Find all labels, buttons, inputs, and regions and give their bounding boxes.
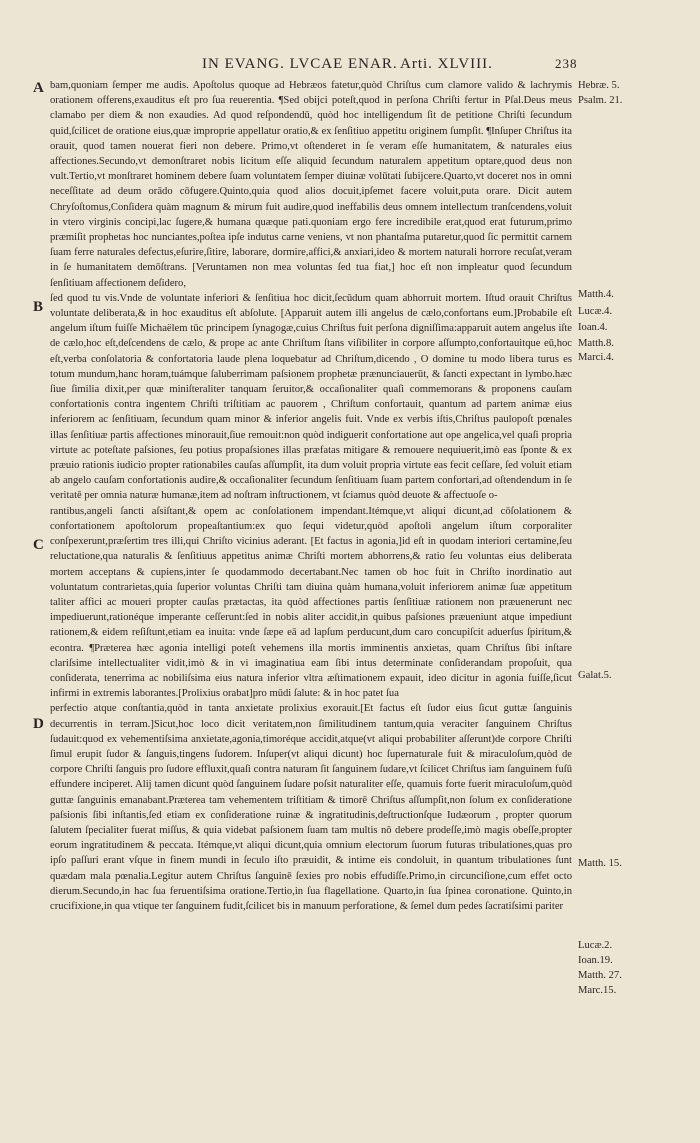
margin-note: Matth.4.: [578, 289, 614, 300]
margin-note: Matth. 27.: [578, 970, 622, 981]
margin-note: Ioan.19.: [578, 955, 613, 966]
section-letter-c: C: [33, 537, 44, 553]
section-letter-a: A: [33, 80, 44, 96]
paragraph-b: ſed quod tu vis.Vnde de voluntate inferiori & ſenſitiua hoc dicit,ſecūdum quam abhorruit mortem. Iſtud orauit Chriſtus voluntate deliberata,& in hoc exauditus eſt abſolute. [Apparuit autem illi angelus de cælo,confortans eum.]Probabile eſt angelum iſtum fuiſſe Michaëlem tūc principem ſynagogæ,cuius Chriſtus fuit perſona digniſſima:apparuit autem angelus iſte de cælo,hoc eſt,deſcendens de cælo, & prope ac ante Chriſtum ſtans viſibiliter in corpore aſſumpto,confortauitque eū,hoc eſt,verba conſolatoria & confortatoria laude plena loquebatur ad Chriſtum,dicendo , O domine tu modo libera turus es totum mundum,hanc horam,tuámque ſaluberrimam paſsionem prophetæ prænunciauerūt, & ſancti expectant in lymbo.hæc ſiue ſimilia dixit,per quæ miniſteraliter tanquam ſeruitor,& occaſionaliter quaſi commemorans & proponens cauſam confortationis contra ingentem Chriſti triſtitiam ac pauorem , Chriſtum confortauit, quantum ad partem animæ eius inferiorem ac ſenſitiuam, ſecundum quam minor & inferior angelis fuit. Vnde ex verbis iſtis,Chriſtus paulopoſt pœnales illas ſenſitiuæ partis affectiones minorauit,ſiue remouit:non quòd indiguerit confortatione aut ope angelica,vel quaſi propria virtute ac poteſtate paſsiones, ſeu potius propaſsiones illas præfatas mitigare & remouere nequiuerit,imò eas ſponte & ex præuio rationis iudicio propter rationabiles cauſas aſſumpſit, ita dum voluit propria virtute eas fecit ceſſare, ſed voluit etiam ab angelo cauſam confortationis audire,& occaſionaliter ſecundum ſenſitiuam ſuam partem confortari,ad oſtendendum in ſe veritatē per omnia naturæ humanæ,item ad noſtram inſtructionem, vt ſciamus quòd deuote & affectuoſe o-: [50, 292, 572, 502]
margin-note: Lucæ.2.: [578, 940, 613, 951]
margin-note: Galat.5.: [578, 670, 612, 681]
margin-note: Ioan.4.: [578, 322, 608, 333]
section-letter-b: B: [33, 299, 44, 315]
margin-note: Psalm. 21.: [578, 95, 623, 106]
margin-note: Lucæ.4.: [578, 306, 613, 317]
margin-note: Matth.8.: [578, 338, 614, 349]
commentary-text: [50, 78, 572, 914]
margin-note: Matth. 15.: [578, 858, 622, 869]
section-letter-d: D: [33, 716, 44, 732]
margin-note: Hebræ. 5.: [578, 80, 620, 91]
margin-note: Marci.4.: [578, 352, 614, 363]
running-title: IN EVANG. LVCAE ENAR.: [202, 56, 398, 72]
article-number: Arti. XLVIII.: [400, 56, 493, 72]
paragraph-a: bam,quoniam ſemper me audis. Apoſtolus quoque ad Hebræos fatetur,quòd Chriſtus cum clamore valido & lachrymis orationem offerens,exauditus eſt pro ſua reuerentia. ¶Sed obijci poteſt,quod in perſona Chriſti fertur in Pſal.Deus meus clamabo per diem & non exaudies. Ad quod reſpondendū, quòd hoc intelligendum ſit de petitione Chriſti ſecundum quid,ſcilicet de oratione eius,quæ improprie appellatur oratio,& ex ſenſitiuo appetitu originem ſumpſit. ¶Inſuper Chriſtus ita orauit, quod tamen nouerat fieri non debere. Primo,vt oſtenderet in ſe veram eſſe humanitatem, & naturales eius affectiones.Secundo,vt demonſtraret nobis licitum eſſe aliquid ſecundum naturalem appetitum optare,quod deus non vult.Tertio,vt monſtraret hominem debere ſuam voluntatem ſemper diuinæ volūtati ſubijcere.Quarto,vt doceret nos in omni neceſſitate ad deum orādo cōfugere.Quinto,quia quod alios docuit,ipſemet facere voluit,puta orare. Dicit autem Chryſoſtomus,Conſidera quàm magnum & mirum fuit audire,quod ineffabilis deus omnem intellectum tranſcendens,voluit in vtero virginis concipi,lac ſugere,& humana quæque pati.quoniam ergo fere incredibile erat,quod erat futurum,primo præmiſit prophetas hoc nunciantes,poſtea ipſe indutus carne veniens, vt non phantaſma putaretur,quod ſic permittit carnem ſuam ferre naturales defectus,eſurire,ſitire, laborare, dormire,affici,& anxiari,ideo & mortem naturali horrore recuſat,veram in ſe humanitatem demōſtrans. [Veruntamen non mea voluntas ſed tua fiat,] hoc eſt non impleatur quod ſecundum ſenſitiuam affectionem deſidero,: [50, 80, 572, 289]
paragraph-d: perfectio atque conſtantia,quòd in tanta anxietate prolixius exorauit.[Et factus eſt ſudor eius ſicut guttæ ſanguinis decurrentis in terram.]Sicut,hoc loco dicit veritatem,non ſimilitudinem tantum,quia veraciter ſanguinem Chriſtus ſudauit:quod ex vehementiſsima anxietate,agonia,timoréque accidit,atque(vt aliqui probabiliter aſſerunt)de corpore Chriſti ſimul erupit ſudor & ſanguis,tingens ſudorem. Inſuper(vt aliqui dicunt) hoc ſupernaturale fuit & miraculoſum,quòd de corpore Chriſti ſanguis pro ſudore effluxit,quaſi contra naturam ſit ſanguinem ſudare,vt ſcilicet Chriſtus iam ſanguinem fuſū effundere inciperet. Alij tamen dicunt quòd ſanguinem ſudare poſsit naturaliter eſſe, quamuis forte fuerit miraculoſum,quòd guttæ ſanguinis emanabant.Præterea tam vehementem triſtitiam & timorē Chriſtus aſſumpſit,non ſolum ex conſideratione paſsionis ſibi inſtantis,ſed etiam ex conſideratione ruinæ & ingratitudinis,deſtructionſque Iudæorum , propter quorum ſalutem ſpecialiter fuerat miſſus, & quia videbat paſsionem ſuam tam multis nō debere prodeſſe,imò magis obeſſe,propter eorum ingratitudinem & peccata. Itémque,vt aliqui dicunt,quia omnium electorum ſuorum futuras tribulationes,quas pro ipſo paſſuri erant vſque in finem mundi in ſeculo iſto præuidit, & intime eis condoluit, in quantum tribulationes ſunt quædam mala pœnalia.Legitur autem Chriſtus ſanguinē ſexies pro nobis effudiſſe.Primo,in circunciſione,cum effet octo dierum.Secundo,in hac ſua feruentiſsima oratione.Tertio,in ſua flagellatione. Quarto,in ſua ſpinea coronatione. Quinto,in crucifixione,in qua vtique ter ſanguinem fudit,ſcilicet bis in manuum perforatione, & ſemel dum pedes ſacratiſsimi pariter: [50, 703, 572, 912]
paragraph-c: rantibus,angeli ſancti aſsiſtant,& opem ac conſolationem impendant.Itémque,vt aliqui dicunt,ad cōſolationem & confortationem apoſtolorum propeaſtantium:ex quo ſequi videtur,quòd apoſtoli angelum iſtum corporaliter conſpexerunt,præſertim tres illi,qui Chriſto vicinius aderant. [Et factus in agonia,]id eſt in quodam interiori certamine,ſeu reluctatione,qua naturalis & ſenſitiuus appetitus animæ Chriſti mortem abhorrens,& ratio ſeu voluntas eius deliberata mortem acceptans & cupiens,inter ſe quodammodo decertabant.Nec tamen ob hoc fuit in Chriſto inordinatio aut voluntatum contrarietas,quia ſuperior voluntas Chriſti tam diuina quàm humana,voluit inferiorem animæ ſuæ appetitum taliter affici ac moueri propter cauſas prætactas, ita quòd affectiones partis ſenſitiuæ rationem non præuenerunt nec impediuerunt,rationéque imperante ceſſerunt:ſed in nobis aliter accidit,in quibus paſsiones præueniunt atque impediunt rationem,& eidem reſiſtunt,etiam ea inuita: vnde ſæpe eā ad lapſum perducunt,dum caro concupiſcit aduerſus ſpiritum,& econtra. ¶Præterea hæc agonia intelligi poteſt vehemens illa mortis imminentis anxietas, quam Chriſtus ſibi inſtare clariſsime intellectualiter vidit,imò & in vi imaginatiua eam ſibi intus determinate conſiderandam propoſuit, qua conſiderata, tenerrima ac nobiliſsima eius natura inferior vltra æſtimationem expauit, ideo dicitur in agonia fuiſſe,ſicut infirmi in extremis laborantes.[Prolixius orabat]pro mūdi ſalute: & in hoc patet ſua: [50, 505, 572, 700]
running-header: [0, 48, 700, 78]
margin-note: Marc.15.: [578, 985, 617, 996]
folio-number: 238: [555, 56, 578, 71]
